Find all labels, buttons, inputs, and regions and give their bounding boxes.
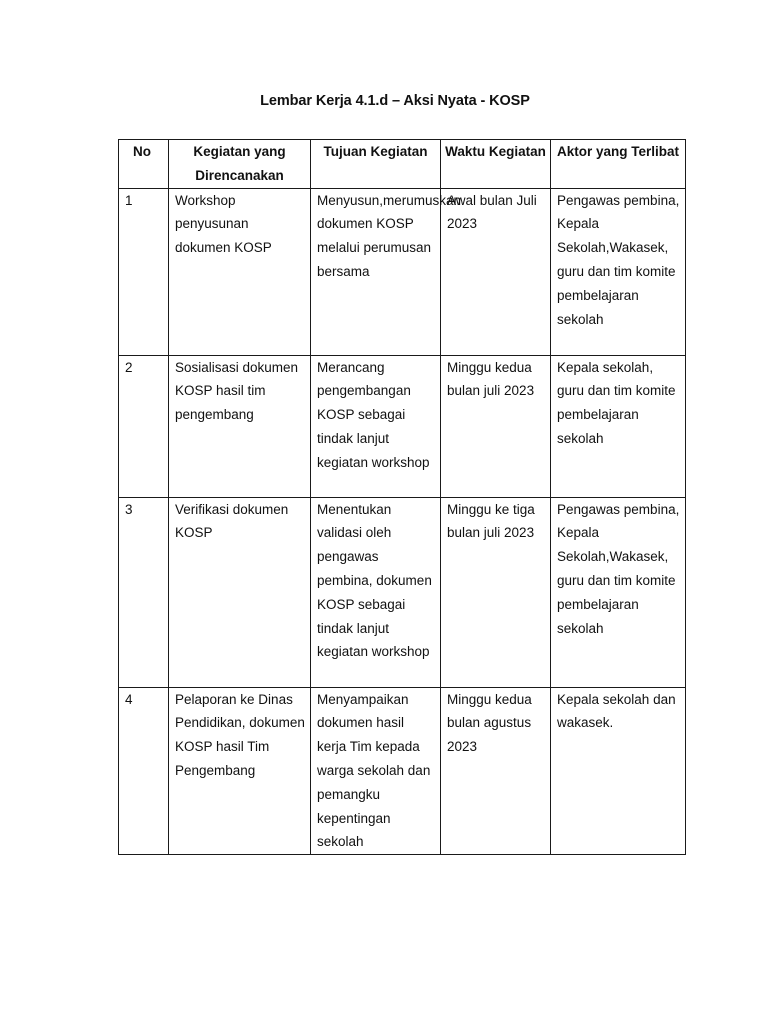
table-row — [119, 687, 686, 855]
table-header-row — [119, 140, 686, 189]
cell-aktor: Kepala sekolah, guru dan tim komite pembelajaran sekolah — [551, 355, 686, 497]
cell-tujuan: Menentukan validasi oleh pengawas pembina, dokumen KOSP sebagai tindak lanjut kegiatan workshop — [311, 497, 441, 687]
cell-tujuan: Menyusun,merumuskan dokumen KOSP melalui perumusan bersama — [311, 188, 441, 355]
cell-kegiatan: Pelaporan ke Dinas Pendidikan, dokumen KOSP hasil Tim Pengembang — [169, 687, 311, 855]
activity-table — [118, 139, 686, 855]
header-no: No — [119, 140, 169, 189]
cell-kegiatan: Workshop penyusunan dokumen KOSP — [169, 188, 311, 355]
header-waktu: Waktu Kegiatan — [441, 140, 551, 189]
header-tujuan: Tujuan Kegiatan — [311, 140, 441, 189]
header-aktor: Aktor yang Terlibat — [551, 140, 686, 189]
cell-kegiatan: Sosialisasi dokumen KOSP hasil tim pengembang — [169, 355, 311, 497]
cell-kegiatan: Verifikasi dokumen KOSP — [169, 497, 311, 687]
cell-waktu: Minggu kedua bulan agustus 2023 — [441, 687, 551, 855]
cell-aktor: Kepala sekolah dan wakasek. — [551, 687, 686, 855]
cell-waktu: Minggu ke tiga bulan juli 2023 — [441, 497, 551, 687]
cell-no: 1 — [119, 188, 169, 355]
cell-waktu: Awal bulan Juli 2023 — [441, 188, 551, 355]
header-kegiatan: Kegiatan yang Direncanakan — [169, 140, 311, 189]
table-row — [119, 497, 686, 687]
cell-tujuan: Merancang pengembangan KOSP sebagai tindak lanjut kegiatan workshop — [311, 355, 441, 497]
cell-aktor: Pengawas pembina, Kepala Sekolah,Wakasek, guru dan tim komite pembelajaran sekolah — [551, 188, 686, 355]
page-title: Lembar Kerja 4.1.d – Aksi Nyata - KOSP — [260, 93, 530, 109]
cell-waktu: Minggu kedua bulan juli 2023 — [441, 355, 551, 497]
cell-no: 4 — [119, 687, 169, 855]
table-row — [119, 188, 686, 355]
cell-tujuan: Menyampaikan dokumen hasil kerja Tim kepada warga sekolah dan pemangku kepentingan sekolah — [311, 687, 441, 855]
cell-no: 3 — [119, 497, 169, 687]
cell-aktor: Pengawas pembina, Kepala Sekolah,Wakasek, guru dan tim komite pembelajaran sekolah — [551, 497, 686, 687]
table-row — [119, 355, 686, 497]
cell-no: 2 — [119, 355, 169, 497]
